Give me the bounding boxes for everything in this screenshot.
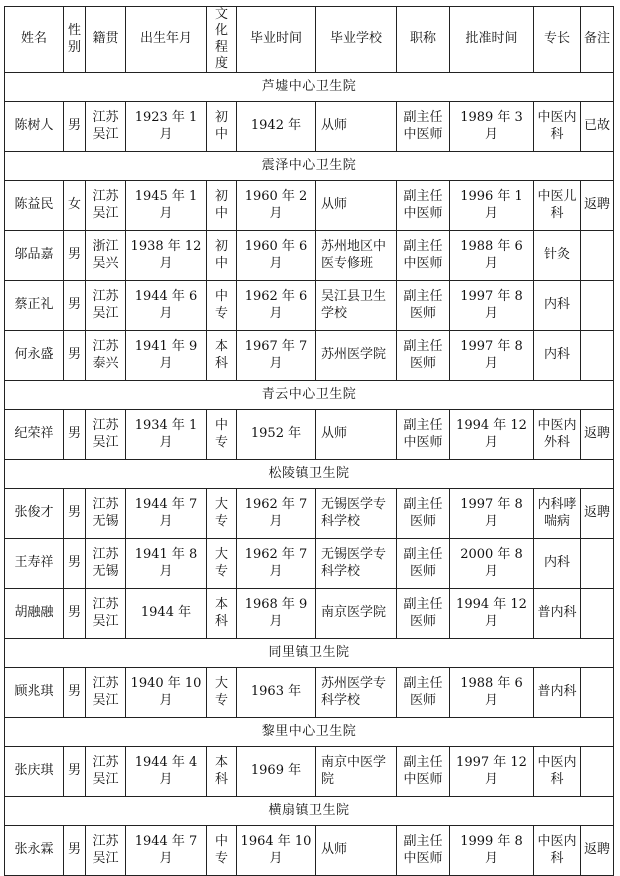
cell-sex: 男 (64, 102, 86, 152)
cell-birth: 1934 年 1 月 (126, 410, 207, 460)
header-graduation-time: 毕业时间 (237, 7, 316, 73)
cell-note (581, 668, 614, 718)
cell-title: 副主任中医师 (397, 410, 450, 460)
cell-name: 陈树人 (5, 102, 64, 152)
cell-birth: 1944 年 7 月 (126, 489, 207, 539)
cell-name: 王寿祥 (5, 539, 64, 589)
header-specialty: 专长 (534, 7, 581, 73)
cell-specialty: 中医内科 (534, 102, 581, 152)
cell-sex: 男 (64, 589, 86, 639)
cell-school: 苏州地区中医专修班 (316, 231, 397, 281)
cell-approval-time: 1999 年 8 月 (450, 826, 534, 876)
section-hospital-name: 黎里中心卫生院 (5, 718, 614, 747)
cell-approval-time: 1997 年 12 月 (450, 747, 534, 797)
cell-title: 副主任医师 (397, 489, 450, 539)
cell-approval-time: 1997 年 8 月 (450, 281, 534, 331)
cell-birth: 1944 年 (126, 589, 207, 639)
cell-specialty: 普内科 (534, 589, 581, 639)
cell-origin: 浙江吴兴 (86, 231, 126, 281)
cell-school: 从师 (316, 102, 397, 152)
cell-approval-time: 1989 年 3 月 (450, 102, 534, 152)
cell-graduation-time: 1962 年 7 月 (237, 489, 316, 539)
cell-graduation-time: 1967 年 7 月 (237, 331, 316, 381)
cell-school: 苏州医学院 (316, 331, 397, 381)
cell-origin: 江苏吴江 (86, 181, 126, 231)
cell-name: 张庆琪 (5, 747, 64, 797)
cell-note: 返聘 (581, 410, 614, 460)
cell-title: 副主任医师 (397, 668, 450, 718)
cell-sex: 男 (64, 489, 86, 539)
cell-title: 副主任中医师 (397, 181, 450, 231)
cell-origin: 江苏吴江 (86, 668, 126, 718)
cell-education: 大专 (207, 489, 237, 539)
cell-approval-time: 1994 年 12 月 (450, 410, 534, 460)
cell-origin: 江苏泰兴 (86, 331, 126, 381)
cell-name: 纪荣祥 (5, 410, 64, 460)
cell-name: 陈益民 (5, 181, 64, 231)
cell-sex: 男 (64, 410, 86, 460)
cell-approval-time: 1997 年 8 月 (450, 331, 534, 381)
cell-education: 本科 (207, 747, 237, 797)
cell-name: 张俊才 (5, 489, 64, 539)
cell-specialty: 针灸 (534, 231, 581, 281)
cell-name: 张永霖 (5, 826, 64, 876)
table-row (5, 331, 614, 381)
section-row (5, 639, 614, 668)
cell-education: 初中 (207, 231, 237, 281)
cell-title: 副主任医师 (397, 281, 450, 331)
table-row (5, 589, 614, 639)
cell-graduation-time: 1952 年 (237, 410, 316, 460)
cell-origin: 江苏吴江 (86, 747, 126, 797)
cell-title: 副主任中医师 (397, 747, 450, 797)
cell-education: 大专 (207, 668, 237, 718)
section-hospital-name: 芦墟中心卫生院 (5, 73, 614, 102)
cell-approval-time: 1997 年 8 月 (450, 489, 534, 539)
cell-title: 副主任医师 (397, 331, 450, 381)
cell-note (581, 331, 614, 381)
cell-title: 副主任医师 (397, 589, 450, 639)
cell-approval-time: 1996 年 1 月 (450, 181, 534, 231)
cell-specialty: 普内科 (534, 668, 581, 718)
cell-note (581, 747, 614, 797)
cell-approval-time: 1994 年 12 月 (450, 589, 534, 639)
cell-graduation-time: 1969 年 (237, 747, 316, 797)
cell-sex: 女 (64, 181, 86, 231)
cell-school: 从师 (316, 410, 397, 460)
table-row (5, 826, 614, 876)
section-row (5, 73, 614, 102)
cell-name: 顾兆琪 (5, 668, 64, 718)
cell-sex: 男 (64, 747, 86, 797)
section-hospital-name: 横扇镇卫生院 (5, 797, 614, 826)
cell-graduation-time: 1964 年 10 月 (237, 826, 316, 876)
cell-school: 从师 (316, 826, 397, 876)
header-note: 备注 (581, 7, 614, 73)
cell-sex: 男 (64, 826, 86, 876)
cell-specialty: 中医内科 (534, 826, 581, 876)
cell-specialty: 内科 (534, 539, 581, 589)
cell-education: 大专 (207, 539, 237, 589)
cell-graduation-time: 1963 年 (237, 668, 316, 718)
cell-note (581, 231, 614, 281)
cell-birth: 1944 年 4 月 (126, 747, 207, 797)
cell-education: 本科 (207, 589, 237, 639)
table-row (5, 231, 614, 281)
cell-name: 邬品嘉 (5, 231, 64, 281)
cell-title: 副主任医师 (397, 539, 450, 589)
cell-graduation-time: 1962 年 7 月 (237, 539, 316, 589)
cell-name: 胡融融 (5, 589, 64, 639)
header-sex: 性别 (64, 7, 86, 73)
header-row (5, 7, 614, 73)
section-row (5, 381, 614, 410)
cell-origin: 江苏无锡 (86, 489, 126, 539)
section-row (5, 152, 614, 181)
cell-origin: 江苏吴江 (86, 826, 126, 876)
cell-note: 返聘 (581, 489, 614, 539)
cell-education: 初中 (207, 181, 237, 231)
section-hospital-name: 青云中心卫生院 (5, 381, 614, 410)
cell-birth: 1944 年 7 月 (126, 826, 207, 876)
cell-note (581, 539, 614, 589)
cell-title: 副主任中医师 (397, 102, 450, 152)
table-row (5, 410, 614, 460)
cell-specialty: 内科哮喘病 (534, 489, 581, 539)
cell-specialty: 中医儿科 (534, 181, 581, 231)
cell-sex: 男 (64, 281, 86, 331)
cell-name: 何永盛 (5, 331, 64, 381)
header-origin: 籍贯 (86, 7, 126, 73)
cell-note: 返聘 (581, 826, 614, 876)
header-education: 文化程度 (207, 7, 237, 73)
table-row (5, 102, 614, 152)
table-row (5, 281, 614, 331)
cell-origin: 江苏无锡 (86, 539, 126, 589)
cell-origin: 江苏吴江 (86, 281, 126, 331)
cell-approval-time: 2000 年 8 月 (450, 539, 534, 589)
cell-title: 副主任中医师 (397, 826, 450, 876)
header-approval-time: 批准时间 (450, 7, 534, 73)
cell-sex: 男 (64, 231, 86, 281)
cell-birth: 1944 年 6 月 (126, 281, 207, 331)
table-row (5, 668, 614, 718)
cell-school: 苏州医学专科学校 (316, 668, 397, 718)
cell-graduation-time: 1962 年 6 月 (237, 281, 316, 331)
cell-origin: 江苏吴江 (86, 410, 126, 460)
cell-note: 已故 (581, 102, 614, 152)
header-school: 毕业学校 (316, 7, 397, 73)
cell-birth: 1938 年 12 月 (126, 231, 207, 281)
cell-education: 中专 (207, 410, 237, 460)
cell-note (581, 589, 614, 639)
cell-graduation-time: 1968 年 9 月 (237, 589, 316, 639)
cell-note: 返聘 (581, 181, 614, 231)
cell-school: 无锡医学专科学校 (316, 489, 397, 539)
section-row (5, 718, 614, 747)
cell-birth: 1941 年 8 月 (126, 539, 207, 589)
cell-name: 蔡正礼 (5, 281, 64, 331)
cell-school: 南京医学院 (316, 589, 397, 639)
table-row (5, 489, 614, 539)
cell-graduation-time: 1960 年 6 月 (237, 231, 316, 281)
cell-origin: 江苏吴江 (86, 102, 126, 152)
cell-school: 南京中医学院 (316, 747, 397, 797)
cell-note (581, 281, 614, 331)
table-row (5, 181, 614, 231)
cell-approval-time: 1988 年 6 月 (450, 231, 534, 281)
table-body (5, 73, 614, 876)
section-hospital-name: 同里镇卫生院 (5, 639, 614, 668)
cell-specialty: 中医内科 (534, 747, 581, 797)
cell-school: 从师 (316, 181, 397, 231)
cell-sex: 男 (64, 331, 86, 381)
section-hospital-name: 松陵镇卫生院 (5, 460, 614, 489)
cell-education: 本科 (207, 331, 237, 381)
cell-sex: 男 (64, 668, 86, 718)
cell-school: 无锡医学专科学校 (316, 539, 397, 589)
cell-birth: 1940 年 10 月 (126, 668, 207, 718)
section-hospital-name: 震泽中心卫生院 (5, 152, 614, 181)
cell-sex: 男 (64, 539, 86, 589)
table-row (5, 539, 614, 589)
cell-school: 吴江县卫生学校 (316, 281, 397, 331)
cell-education: 中专 (207, 826, 237, 876)
cell-graduation-time: 1960 年 2 月 (237, 181, 316, 231)
table-row (5, 747, 614, 797)
cell-specialty: 中医内外科 (534, 410, 581, 460)
cell-birth: 1945 年 1 月 (126, 181, 207, 231)
cell-graduation-time: 1942 年 (237, 102, 316, 152)
header-title: 职称 (397, 7, 450, 73)
cell-birth: 1923 年 1 月 (126, 102, 207, 152)
cell-specialty: 内科 (534, 281, 581, 331)
cell-education: 中专 (207, 281, 237, 331)
section-row (5, 460, 614, 489)
cell-specialty: 内科 (534, 331, 581, 381)
cell-title: 副主任中医师 (397, 231, 450, 281)
header-birth: 出生年月 (126, 7, 207, 73)
cell-origin: 江苏吴江 (86, 589, 126, 639)
personnel-table (4, 6, 614, 876)
section-row (5, 797, 614, 826)
cell-birth: 1941 年 9 月 (126, 331, 207, 381)
header-name: 姓名 (5, 7, 64, 73)
cell-approval-time: 1988 年 6 月 (450, 668, 534, 718)
cell-education: 初中 (207, 102, 237, 152)
